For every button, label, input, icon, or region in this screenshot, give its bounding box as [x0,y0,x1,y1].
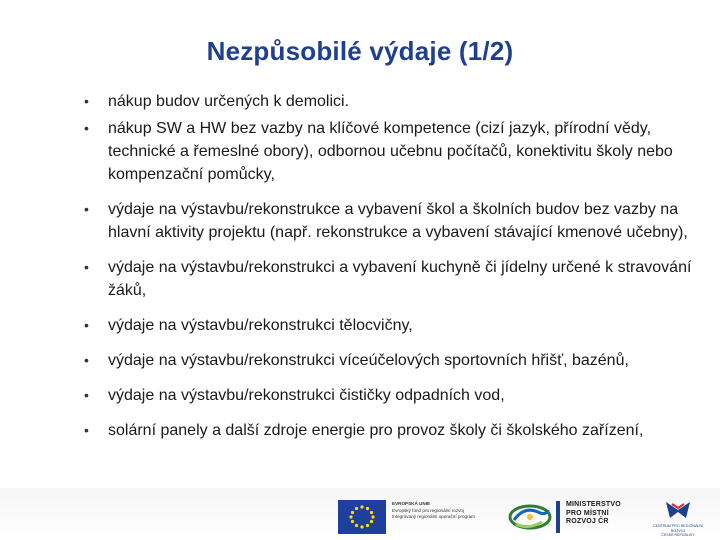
mmr-line2: PRO MÍSTNÍ [566,509,609,517]
bullet-list [84,90,694,450]
bullet-icon: • [84,93,89,109]
bullet-item [84,117,694,186]
mmr-logo-text [566,501,636,527]
bullet-item [84,349,694,372]
bullet-item [84,419,694,442]
crr-logo-text [646,524,710,538]
crr-logo-icon [646,498,710,524]
eu-logo [338,500,500,534]
bullet-text: výdaje na výstavbu/rekonstrukce a vybavení škol a školních budov bez vazby na hlavní aktivity projektu (např. rekonstrukce a vybavení stávající kmenové učebny), [108,201,688,241]
crr-line1: CENTRUM PRO REGIONÁLNÍ ROZVOJ [653,524,703,533]
bullet-icon: • [84,259,89,275]
bullet-text: solární panely a další zdroje energie pro provoz školy či školského zařízení, [108,422,644,439]
eu-logo-line2: Evropský fond pro regionální rozvoj [392,507,465,513]
bullet-item [84,90,694,113]
bullet-icon: • [84,387,89,403]
bullet-icon: • [84,201,89,217]
bullet-icon: • [84,422,89,438]
bullet-text: nákup budov určených k demolici. [108,93,350,110]
bullet-item [84,314,694,337]
bullet-icon: • [84,317,89,333]
mmr-line3: ROZVOJ ČR [566,518,609,525]
eu-logo-line1: EVROPSKÁ UNIE [392,501,431,506]
bullet-text: výdaje na výstavbu/rekonstrukci tělocvičny, [108,317,413,334]
bullet-text: výdaje na výstavbu/rekonstrukci víceúčelových sportovních hřišť, bazénů, [108,352,629,369]
eu-flag-icon [338,500,386,534]
irop-logo-icon [508,502,552,532]
mmr-logo-bar [556,501,560,533]
bullet-text: výdaje na výstavbu/rekonstrukci čističky odpadních vod, [108,387,505,404]
bullet-item [84,198,694,244]
bullet-icon: • [84,120,89,136]
bullet-item [84,384,694,407]
bullet-text: nákup SW a HW bez vazby na klíčové kompetence (cizí jazyk, přírodní vědy, technické a řemeslné obory), odbornou učebnu počítačů, konektivitu školy nebo kompenzační pomůcky, [108,120,673,183]
bullet-icon: • [84,352,89,368]
bullet-item [84,256,694,302]
crr-line2: ČESKÉ REPUBLIKY [661,533,695,537]
mmr-logo [556,499,636,535]
crr-logo [646,498,710,536]
eu-logo-line3: Integrovaný regionální operační program [392,514,475,519]
mmr-line1: MINISTERSTVO [566,501,621,508]
bullet-text: výdaje na výstavbu/rekonstrukci a vybavení kuchyně či jídelny určené k stravování žáků, [108,259,692,299]
slide-title: Nezpůsobilé výdaje (1/2) [206,36,514,66]
eu-logo-text [392,501,502,521]
